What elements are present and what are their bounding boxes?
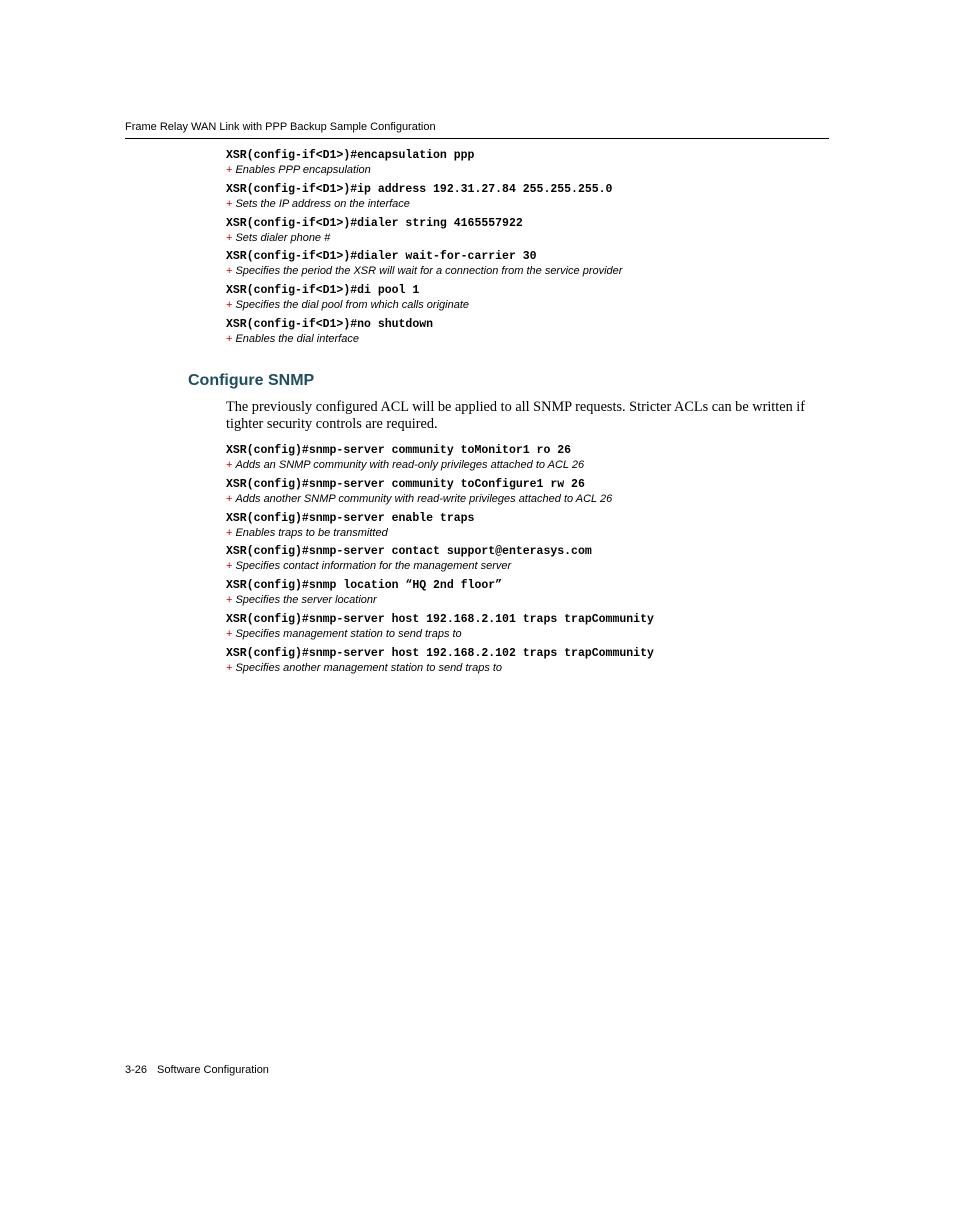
bullet-icon: + <box>226 661 233 674</box>
command-item <box>226 443 836 472</box>
command-description: + Sets dialer phone # <box>226 231 331 244</box>
bullet-icon: + <box>226 560 233 573</box>
page-number: 3-26 <box>125 1064 148 1076</box>
command-line: XSR(config-if<D1>)#dialer string 4165557922 <box>226 216 523 230</box>
command-line: XSR(config)#snmp-server community toConfigure1 rw 26 <box>226 477 585 491</box>
command-item <box>226 544 836 573</box>
command-description: + Enables PPP encapsulation <box>226 164 371 176</box>
command-line: XSR(config)#snmp-server host 192.168.2.102 traps trapCommunity <box>226 646 654 660</box>
command-line: XSR(config)#snmp-server contact support@enterasys.com <box>226 545 592 559</box>
header-title: Frame Relay WAN Link with PPP Backup Sample Configuration <box>125 121 436 133</box>
command-item <box>226 317 836 346</box>
bullet-icon: + <box>226 459 233 471</box>
command-description: + Enables the dial interface <box>226 332 359 345</box>
command-item <box>226 646 836 675</box>
footer-section-name: Software Configuration <box>157 1064 269 1076</box>
bullet-icon: + <box>226 265 233 278</box>
command-description: + Specifies the server locationr <box>226 594 377 607</box>
command-line: XSR(config-if<D1>)#encapsulation ppp <box>226 149 475 162</box>
command-item <box>226 477 836 506</box>
command-line: XSR(config)#snmp-server community toMonitor1 ro 26 <box>226 444 572 457</box>
snmp-command-list <box>226 443 836 680</box>
section-heading: Configure SNMP <box>188 372 315 389</box>
bullet-icon: + <box>226 197 233 210</box>
command-description: + Specifies the period the XSR will wait for a connection from the service provider <box>226 265 623 278</box>
command-line: XSR(config-if<D1>)#ip address 192.31.27.84 255.255.255.0 <box>226 182 613 196</box>
command-item <box>226 283 836 312</box>
bullet-icon: + <box>226 627 233 640</box>
bullet-icon: + <box>226 492 233 505</box>
dialer-command-list <box>226 148 836 351</box>
command-item <box>226 216 836 245</box>
command-item <box>226 578 836 607</box>
bullet-icon: + <box>226 231 233 244</box>
command-line: XSR(config-if<D1>)#di pool 1 <box>226 284 420 298</box>
command-description: + Specifies the dial pool from which calls originate <box>226 299 469 312</box>
command-item <box>226 249 836 278</box>
command-description: + Specifies another management station to send traps to <box>226 661 503 674</box>
command-description: + Sets the IP address on the interface <box>226 197 410 210</box>
running-header <box>125 120 829 139</box>
bullet-icon: + <box>226 526 233 539</box>
command-description: + Specifies management station to send traps to <box>226 627 462 640</box>
command-line: XSR(config)#snmp-server host 192.168.2.101 traps trapCommunity <box>226 612 654 626</box>
command-line: XSR(config)#snmp-server enable traps <box>226 511 475 525</box>
command-line: XSR(config)#snmp location “HQ 2nd floor” <box>226 579 503 593</box>
bullet-icon: + <box>226 594 233 607</box>
command-item <box>226 511 836 540</box>
command-description: + Specifies contact information for the management server <box>226 560 512 573</box>
bullet-icon: + <box>226 164 233 176</box>
command-description: + Enables traps to be transmitted <box>226 526 388 539</box>
command-line: XSR(config-if<D1>)#no shutdown <box>226 317 434 331</box>
command-item <box>226 182 836 211</box>
command-description: + Adds an SNMP community with read-only privileges attached to ACL 26 <box>226 459 585 471</box>
section-paragraph: The previously configured ACL will be applied to all SNMP requests. Stricter ACLs can be written if tighter security controls are required. <box>226 399 806 432</box>
command-item <box>226 612 836 641</box>
command-item <box>226 148 836 177</box>
command-description: + Adds another SNMP community with read-write privileges attached to ACL 26 <box>226 492 613 505</box>
page-footer <box>125 1063 269 1077</box>
bullet-icon: + <box>226 332 233 345</box>
bullet-icon: + <box>226 299 233 312</box>
command-line: XSR(config-if<D1>)#dialer wait-for-carrier 30 <box>226 250 537 264</box>
